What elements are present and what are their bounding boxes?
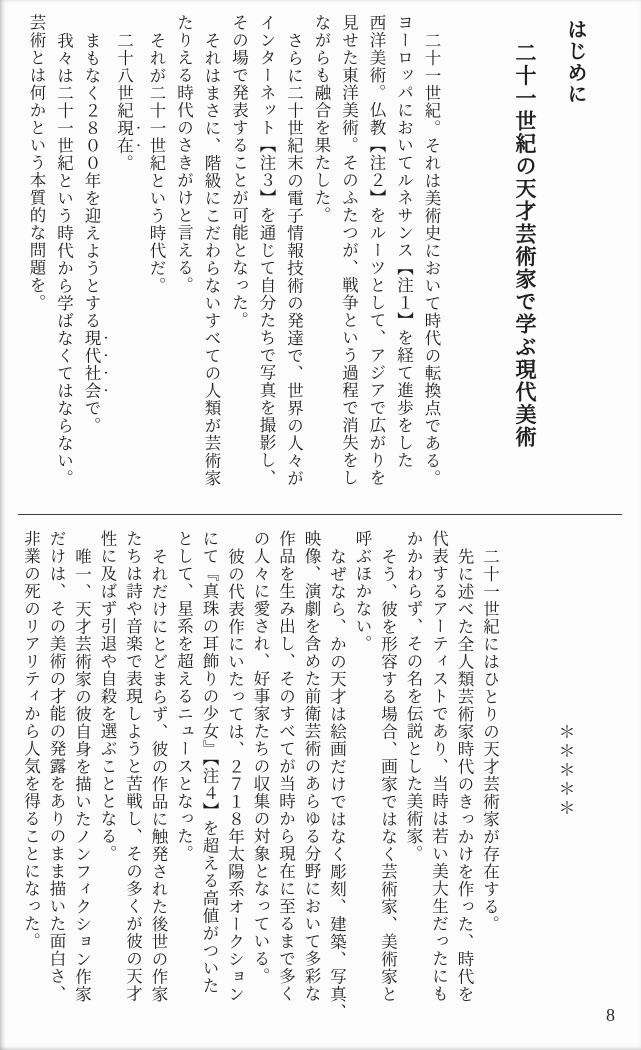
text-column: ヨーロッパにおいてルネサンス【注１】を経て進歩をした bbox=[394, 14, 414, 469]
text-column: 呼ぶほかない。 bbox=[353, 530, 372, 653]
text-column: たちは詩や音楽で表現しようと苦戦し、その多くが彼の天才 bbox=[123, 530, 143, 1003]
text-column: その場で発表することが可能となった。 bbox=[229, 14, 249, 329]
text-column: たりえる時代のさきがけと言える。 bbox=[174, 14, 194, 294]
text-column: 芸術とは何かという本質的な問題を。 bbox=[27, 14, 46, 312]
text-column: 西洋美術。仏教【注２】をルーツとして、アジアで広がりを bbox=[367, 14, 386, 487]
main-paragraphs bbox=[18, 530, 578, 1032]
text-column: それが二十一世紀という時代だ。 bbox=[147, 32, 166, 295]
text-column: だけは、その美術の才能の発露をありのまま描いた面白さ、 bbox=[47, 530, 66, 1003]
text-column bbox=[78, 14, 111, 504]
text-column: インターネット【注３】を通じて自分たちで写真を撮影し、 bbox=[257, 14, 276, 487]
text-column: にて『真珠の耳飾りの少女』【注４】を超える高値がついた bbox=[200, 530, 219, 995]
text-column: そう、彼を形容する場合、画家ではなく芸術家、美術家と bbox=[378, 548, 398, 1003]
text-segment: 二十八世紀 bbox=[114, 32, 134, 120]
text-column: 非業の死のリアリティから人気を得ることになった。 bbox=[21, 530, 41, 950]
text-column: それだけにとどまらず、彼の作品に触発された後世の作家 bbox=[149, 548, 168, 1003]
text-segment: 。 bbox=[114, 154, 134, 172]
text-column: の人々に愛され、好事家たちの収集の対象となっている。 bbox=[251, 530, 270, 985]
text-column: 見せた東洋美術。そのふたつが、戦争という過程で消失をし bbox=[339, 14, 359, 487]
page-number: 8 bbox=[606, 1005, 615, 1025]
intro-paragraphs bbox=[23, 14, 446, 504]
text-column: として、星系を超えるニュースとなった。 bbox=[174, 530, 194, 863]
text-column: かかわらず、その名を伝説とした美術家。 bbox=[404, 530, 423, 863]
text-column: 作品を生み出し、そのすべてが当時から現在に至るまで多く bbox=[276, 530, 296, 1003]
text-column: それはまさに、階級にこだわらないすべての人類が芸術家 bbox=[202, 32, 221, 487]
text-column: さらに二十世紀末の電子情報技術の発達で、世界の人々が bbox=[284, 32, 304, 487]
text-column: 映像、演劇を含めた前衛芸術のあらゆる分野において多彩な bbox=[302, 530, 321, 1003]
text-column: 彼の代表作にいたっては、２７１８年太陽系オークション bbox=[225, 548, 245, 1003]
asterisk-separator: ＊＊＊＊＊ bbox=[556, 723, 575, 818]
text-column: なぜなら、かの天才は絵画だけではなく彫刻、建築、写真、 bbox=[327, 548, 347, 1021]
emphasized-text: 現代社会 bbox=[82, 329, 101, 400]
text-segment: で。 bbox=[82, 399, 101, 435]
emphasized-text: 現在 bbox=[114, 119, 134, 155]
page-title: 二十一世紀の天才芸術家で学ぶ現代美術 bbox=[513, 42, 536, 449]
section-heading: はじめに bbox=[564, 19, 586, 105]
text-column: 我々は二十一世紀という時代から学ばなくてはならない。 bbox=[54, 32, 74, 487]
text-column bbox=[110, 14, 143, 504]
text-segment: まもなく２８００年を迎えようとする bbox=[82, 32, 101, 330]
text-column: 性に及ばず引退や自殺を選ぶこととなる。 bbox=[98, 530, 117, 863]
text-column: 二十一世紀。それは美術史において時代の転換点である。 bbox=[422, 32, 441, 487]
text-column: ながらも融合を果たした。 bbox=[312, 14, 331, 224]
text-column: 二十一世紀にはひとりの天才芸術家が存在する。 bbox=[480, 548, 500, 933]
text-column: 先に述べた全人類芸術家時代のきっかけを作った、時代を bbox=[455, 548, 474, 1003]
section-divider bbox=[18, 514, 622, 515]
text-column: 唯一、天才芸術家の彼自身を描いたノンフィクション作家 bbox=[72, 548, 92, 1003]
text-column: 代表するアーティストであり、当時は若い美大生だったにも bbox=[429, 530, 449, 1003]
